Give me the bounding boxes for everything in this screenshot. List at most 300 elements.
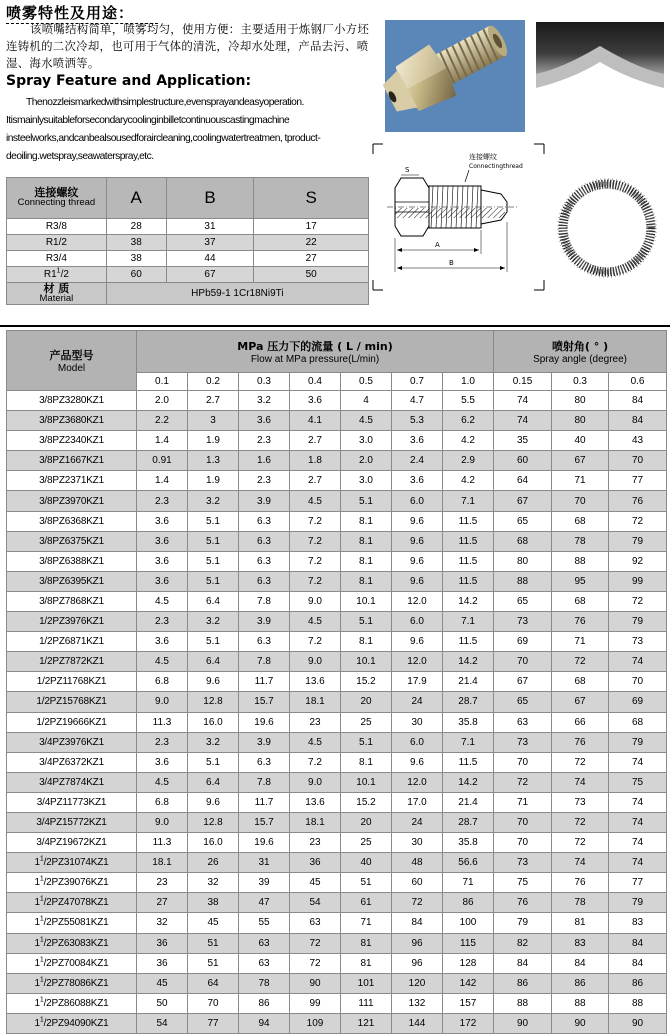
flow-cell: 8.1 — [341, 551, 392, 571]
model-text: 1 — [34, 857, 40, 869]
model-text-rest: /2PZ39076KZ1 — [43, 877, 109, 889]
model-text: 3/4PZ15772KZ1 — [36, 817, 107, 829]
model-text: 1 — [34, 957, 40, 969]
flow-cell: 3.2 — [188, 491, 239, 511]
table-row — [7, 833, 667, 853]
flow-cell: 8.1 — [341, 752, 392, 772]
flow-cell: 7.1 — [443, 491, 494, 511]
flow-cell: 23 — [290, 833, 341, 853]
flow-cell: 12.8 — [188, 812, 239, 832]
dim-b-label: B — [449, 259, 454, 267]
material-row — [7, 283, 369, 305]
table-row — [7, 792, 667, 812]
flow-cell: 31 — [239, 853, 290, 873]
angle-cell: 79 — [609, 893, 667, 913]
flow-cell: 56.6 — [443, 853, 494, 873]
flow-cell: 64 — [188, 973, 239, 993]
flow-cell: 16.0 — [188, 833, 239, 853]
flow-cell: 25 — [341, 833, 392, 853]
model-cell — [7, 471, 137, 491]
flow-cell: 40 — [341, 853, 392, 873]
model-cell — [7, 692, 137, 712]
flow-cell: 72 — [392, 893, 443, 913]
material-value: HPb59-1 1Cr18Ni9Ti — [106, 283, 368, 305]
angle-cell: 80 — [552, 391, 609, 411]
model-cell — [7, 531, 137, 551]
model-text: 3/8PZ6395KZ1 — [39, 575, 104, 587]
model-text: 1/2PZ3976KZ1 — [39, 616, 104, 628]
angle-cell: 74 — [609, 833, 667, 853]
pressure-header-cell: 0.4 — [290, 373, 341, 391]
flow-cell: 1.9 — [188, 471, 239, 491]
model-text: 3/8PZ2340KZ1 — [39, 435, 104, 447]
flow-cell: 172 — [443, 1013, 494, 1033]
b-cell: 37 — [166, 235, 254, 251]
angle-cell: 43 — [609, 431, 667, 451]
flow-cell: 3.6 — [239, 411, 290, 431]
angle-cell: 90 — [494, 1013, 552, 1033]
flow-cell: 4.7 — [392, 391, 443, 411]
angle-cell: 86 — [609, 973, 667, 993]
angle-cell: 63 — [494, 712, 552, 732]
flow-cell: 96 — [392, 933, 443, 953]
model-cell — [7, 712, 137, 732]
table-row — [7, 491, 667, 511]
flow-cell: 6.8 — [137, 792, 188, 812]
flow-cell: 5.5 — [443, 391, 494, 411]
flow-cell: 9.6 — [392, 752, 443, 772]
flow-cell: 7.2 — [290, 531, 341, 551]
flow-cell: 9.0 — [137, 692, 188, 712]
flow-cell: 142 — [443, 973, 494, 993]
model-text: 3/8PZ3280KZ1 — [39, 395, 104, 407]
model-text: 3/8PZ3970KZ1 — [39, 495, 104, 507]
drawing-label-en: Connectingthread — [469, 163, 523, 170]
model-cell — [7, 391, 137, 411]
flow-cell: 4 — [341, 391, 392, 411]
flow-cell: 2.7 — [290, 431, 341, 451]
flow-cell: 5.3 — [392, 411, 443, 431]
table-row — [7, 732, 667, 752]
flow-cell: 4.2 — [443, 471, 494, 491]
model-text: 3/8PZ7868KZ1 — [39, 595, 104, 607]
flow-cell: 2.3 — [137, 612, 188, 632]
flow-cell: 120 — [392, 973, 443, 993]
model-text: 1/2PZ19666KZ1 — [36, 716, 107, 728]
thread-pre: R1 — [43, 269, 57, 280]
flow-cell: 6.4 — [188, 772, 239, 792]
angle-cell: 68 — [552, 511, 609, 531]
flow-cell: 12.0 — [392, 772, 443, 792]
angle-cell: 88 — [609, 993, 667, 1013]
model-text-rest: /2PZ70084KZ1 — [43, 957, 109, 969]
flow-cell: 86 — [443, 893, 494, 913]
flow-cell: 8.1 — [341, 632, 392, 652]
angle-cell: 79 — [609, 732, 667, 752]
angle-cell: 79 — [609, 612, 667, 632]
angle-cell: 74 — [494, 391, 552, 411]
model-text: 3/8PZ1667KZ1 — [39, 455, 104, 467]
flow-cell: 2.7 — [188, 391, 239, 411]
flow-cell: 5.1 — [188, 632, 239, 652]
flow-cell: 18.1 — [137, 853, 188, 873]
material-label-cn: 材 质 — [43, 281, 70, 295]
model-text: 3/4PZ19672KZ1 — [36, 837, 107, 849]
table-row — [7, 672, 667, 692]
angle-cell: 88 — [552, 993, 609, 1013]
angle-cell: 67 — [494, 672, 552, 692]
angle-cell: 68 — [609, 712, 667, 732]
flow-cell: 6.3 — [239, 551, 290, 571]
flow-cell: 11.5 — [443, 551, 494, 571]
angle-cell: 74 — [609, 853, 667, 873]
angle-cell: 74 — [609, 752, 667, 772]
flow-cell: 1.4 — [137, 471, 188, 491]
model-cell — [7, 853, 137, 873]
flow-cell: 27 — [137, 893, 188, 913]
flow-cell: 60 — [392, 873, 443, 893]
angle-cell: 70 — [494, 833, 552, 853]
flow-cell: 84 — [392, 913, 443, 933]
thread-header-en: Connecting thread — [17, 197, 96, 208]
angle-cell: 84 — [494, 953, 552, 973]
flow-cell: 132 — [392, 993, 443, 1013]
a-cell: 28 — [106, 219, 166, 235]
flow-cell: 7.1 — [443, 612, 494, 632]
model-sup: 1 — [39, 976, 44, 984]
flow-cell: 1.4 — [137, 431, 188, 451]
table-row — [7, 612, 667, 632]
model-cell — [7, 893, 137, 913]
angle-cell: 74 — [494, 411, 552, 431]
flow-cell: 3.9 — [239, 732, 290, 752]
flow-cell: 9.6 — [392, 551, 443, 571]
flow-cell: 55 — [239, 913, 290, 933]
flow-cell: 6.8 — [137, 672, 188, 692]
flow-cell: 3.6 — [137, 571, 188, 591]
model-header-en: Model — [57, 363, 86, 374]
model-text: 3/8PZ6388KZ1 — [39, 555, 104, 567]
angle-cell: 70 — [494, 652, 552, 672]
flow-cell: 2.2 — [137, 411, 188, 431]
angle-cell: 74 — [609, 652, 667, 672]
flow-cell: 26 — [188, 853, 239, 873]
flow-cell: 2.3 — [137, 491, 188, 511]
angle-cell: 72 — [494, 772, 552, 792]
angle-pressure-header-cell: 0.6 — [609, 373, 667, 391]
table-row — [7, 1013, 667, 1033]
flow-cell: 36 — [290, 853, 341, 873]
flow-cell: 9.0 — [290, 772, 341, 792]
thread-cell: R3/8 — [7, 219, 107, 235]
description-en: Thenozzleismarkedwithsimplestructure,evensprayandeasyoperation. Itismainlysuitableforsecondarycoolinginbilletcontinuouscastingmachine insteelworks,andcanbealsousedforaircleaning,coolingwatertreatmen, tproduct-deoiling.wetspray,seawaterspray,etc. — [6, 97, 321, 162]
flow-cell: 63 — [239, 953, 290, 973]
flow-cell: 21.4 — [443, 792, 494, 812]
flow-cell: 54 — [137, 1013, 188, 1033]
flow-cell: 30 — [392, 833, 443, 853]
flow-cell: 17.9 — [392, 672, 443, 692]
flow-cell: 72 — [290, 953, 341, 973]
flow-cell: 11.3 — [137, 833, 188, 853]
table-row — [7, 411, 667, 431]
flow-cell: 7.2 — [290, 752, 341, 772]
table-row — [7, 953, 667, 973]
s-cell: 50 — [254, 267, 369, 283]
angle-cell: 84 — [609, 933, 667, 953]
angle-cell: 78 — [552, 531, 609, 551]
flow-cell: 63 — [290, 913, 341, 933]
flow-cell: 1.3 — [188, 451, 239, 471]
table-row — [7, 531, 667, 551]
flow-cell: 4.5 — [341, 411, 392, 431]
flow-cell: 72 — [290, 933, 341, 953]
model-cell — [7, 933, 137, 953]
flow-cell: 11.5 — [443, 511, 494, 531]
angle-cell: 73 — [552, 792, 609, 812]
flow-cell: 7.8 — [239, 652, 290, 672]
angle-cell: 76 — [552, 612, 609, 632]
nozzle-photo — [385, 20, 525, 132]
flow-cell: 18.1 — [290, 692, 341, 712]
flow-cell: 12.0 — [392, 652, 443, 672]
thread-header — [7, 178, 107, 219]
flow-cell: 12.0 — [392, 591, 443, 611]
flow-cell: 15.7 — [239, 692, 290, 712]
flow-cell: 7.8 — [239, 591, 290, 611]
model-cell — [7, 551, 137, 571]
flow-cell: 144 — [392, 1013, 443, 1033]
angle-cell: 65 — [494, 591, 552, 611]
angle-cell: 76 — [552, 732, 609, 752]
flow-cell: 94 — [239, 1013, 290, 1033]
col-b-header: B — [166, 178, 254, 219]
model-cell — [7, 873, 137, 893]
angle-cell: 66 — [552, 712, 609, 732]
flow-cell: 30 — [392, 712, 443, 732]
b-cell: 67 — [166, 267, 254, 283]
model-cell — [7, 431, 137, 451]
flow-cell: 3.0 — [341, 471, 392, 491]
angle-cell: 90 — [609, 1013, 667, 1033]
flow-cell: 47 — [239, 893, 290, 913]
flow-cell: 7.2 — [290, 551, 341, 571]
flow-cell: 28.7 — [443, 692, 494, 712]
model-cell — [7, 511, 137, 531]
flow-cell: 24 — [392, 812, 443, 832]
model-text: 3/4PZ7874KZ1 — [39, 776, 104, 788]
flow-cell: 3 — [188, 411, 239, 431]
angle-cell: 84 — [609, 411, 667, 431]
flow-cell: 51 — [188, 933, 239, 953]
flow-cell: 4.5 — [137, 652, 188, 672]
model-cell — [7, 913, 137, 933]
flow-cell: 36 — [137, 953, 188, 973]
flow-cell: 7.8 — [239, 772, 290, 792]
angle-pressure-header-cell: 0.15 — [494, 373, 552, 391]
model-sup: 1 — [39, 875, 44, 883]
angle-cell: 82 — [494, 933, 552, 953]
title-cn-text: 喷雾特性及用途： — [6, 4, 135, 22]
flow-cell: 20 — [341, 812, 392, 832]
table-row — [7, 913, 667, 933]
flow-cell: 4.5 — [290, 491, 341, 511]
flow-cell: 9.0 — [137, 812, 188, 832]
angle-cell: 60 — [494, 451, 552, 471]
flow-cell: 15.7 — [239, 812, 290, 832]
flow-cell: 9.6 — [392, 571, 443, 591]
flow-cell: 36 — [137, 933, 188, 953]
model-cell — [7, 652, 137, 672]
angle-cell: 71 — [552, 632, 609, 652]
s-cell: 17 — [254, 219, 369, 235]
flow-cell: 21.4 — [443, 672, 494, 692]
flow-cell: 101 — [341, 973, 392, 993]
b-cell: 31 — [166, 219, 254, 235]
angle-cell: 71 — [494, 792, 552, 812]
a-cell: 38 — [106, 251, 166, 267]
flow-cell: 50 — [137, 993, 188, 1013]
flow-cell: 9.0 — [290, 652, 341, 672]
flow-cell: 32 — [188, 873, 239, 893]
table-row — [7, 772, 667, 792]
flow-cell: 100 — [443, 913, 494, 933]
pressure-header-cell: 0.3 — [239, 373, 290, 391]
flow-cell: 14.2 — [443, 772, 494, 792]
table-row — [7, 993, 667, 1013]
flow-cell: 15.2 — [341, 792, 392, 812]
flow-cell: 3.6 — [137, 551, 188, 571]
flow-cell: 99 — [290, 993, 341, 1013]
flow-cell: 90 — [290, 973, 341, 993]
flow-cell: 2.4 — [392, 451, 443, 471]
flow-cell: 6.3 — [239, 632, 290, 652]
flow-cell: 25 — [341, 712, 392, 732]
flow-cell: 2.3 — [137, 732, 188, 752]
flow-cell: 32 — [137, 913, 188, 933]
flow-cell: 28.7 — [443, 812, 494, 832]
angle-cell: 99 — [609, 571, 667, 591]
flow-cell: 23 — [137, 873, 188, 893]
flow-cell: 115 — [443, 933, 494, 953]
angle-cell: 67 — [552, 692, 609, 712]
angle-cell: 72 — [552, 752, 609, 772]
flow-cell: 3.2 — [188, 612, 239, 632]
flow-cell: 1.6 — [239, 451, 290, 471]
flow-cell: 3.6 — [290, 391, 341, 411]
flow-cell: 18.1 — [290, 812, 341, 832]
model-sup: 1 — [39, 936, 44, 944]
model-text: 1/2PZ6871KZ1 — [39, 636, 104, 648]
thread-cell: R3/4 — [7, 251, 107, 267]
model-sup: 1 — [39, 956, 44, 964]
model-cell — [7, 752, 137, 772]
drawing-label-cn: 连接螺纹 — [469, 153, 497, 161]
flow-cell: 3.9 — [239, 612, 290, 632]
col-a-header: A — [106, 178, 166, 219]
flow-cell: 48 — [392, 853, 443, 873]
flow-cell: 12.8 — [188, 692, 239, 712]
model-text: 1 — [34, 977, 40, 989]
flow-cell: 2.9 — [443, 451, 494, 471]
angle-cell: 68 — [552, 591, 609, 611]
model-text: 1 — [34, 917, 40, 929]
spec-table-body — [7, 391, 667, 1034]
table-row — [7, 451, 667, 471]
angle-cell: 88 — [494, 571, 552, 591]
angle-cell: 80 — [552, 411, 609, 431]
flow-cell: 9.6 — [392, 632, 443, 652]
flow-cell: 51 — [188, 953, 239, 973]
model-text: 1/2PZ15768KZ1 — [36, 696, 107, 708]
table-row — [7, 391, 667, 411]
angle-cell: 73 — [494, 853, 552, 873]
model-cell — [7, 591, 137, 611]
thread-sup: 1 — [56, 267, 61, 275]
model-cell — [7, 812, 137, 832]
angle-header-en: Spray angle (degree) — [533, 354, 628, 365]
model-cell — [7, 792, 137, 812]
table-row — [7, 752, 667, 772]
flow-cell: 9.0 — [290, 591, 341, 611]
flow-cell: 5.1 — [188, 511, 239, 531]
model-cell — [7, 732, 137, 752]
angle-header — [494, 331, 667, 373]
flow-cell: 4.1 — [290, 411, 341, 431]
angle-cell: 84 — [609, 953, 667, 973]
model-header — [7, 331, 137, 391]
angle-cell: 72 — [552, 833, 609, 853]
flow-cell: 20 — [341, 692, 392, 712]
flow-cell: 11.5 — [443, 752, 494, 772]
flow-cell: 4.5 — [290, 612, 341, 632]
flow-cell: 96 — [392, 953, 443, 973]
flow-cell: 3.2 — [188, 732, 239, 752]
flow-cell: 5.1 — [188, 571, 239, 591]
flow-cell: 13.6 — [290, 792, 341, 812]
flow-header-en: Flow at MPa pressure(L/min) — [250, 354, 380, 365]
flow-cell: 2.0 — [341, 451, 392, 471]
flow-cell: 10.1 — [341, 591, 392, 611]
flow-cell: 6.3 — [239, 752, 290, 772]
model-text: 3/8PZ6368KZ1 — [39, 515, 104, 527]
model-cell — [7, 772, 137, 792]
a-cell: 60 — [106, 267, 166, 283]
angle-cell: 74 — [609, 812, 667, 832]
flow-cell: 2.7 — [290, 471, 341, 491]
angle-cell: 72 — [609, 511, 667, 531]
flow-cell: 35.8 — [443, 712, 494, 732]
model-sup: 1 — [39, 855, 44, 863]
table-row — [7, 812, 667, 832]
flow-cell: 10.1 — [341, 772, 392, 792]
flow-cell: 8.1 — [341, 531, 392, 551]
material-label-en: Material — [39, 292, 74, 304]
angle-cell: 78 — [552, 893, 609, 913]
model-cell — [7, 1013, 137, 1033]
flow-cell: 8.1 — [341, 571, 392, 591]
angle-cell: 92 — [609, 551, 667, 571]
model-text-rest: /2PZ55081KZ1 — [43, 917, 109, 929]
flow-cell: 7.2 — [290, 632, 341, 652]
angle-header-cn: 喷射角( ° ) — [551, 340, 609, 353]
dim-a-label: A — [435, 241, 440, 249]
flow-cell: 6.4 — [188, 652, 239, 672]
thread-row — [7, 251, 369, 267]
flow-cell: 15.2 — [341, 672, 392, 692]
angle-cell: 40 — [552, 431, 609, 451]
model-text: 1/2PZ7872KZ1 — [39, 656, 104, 668]
angle-cell: 70 — [494, 752, 552, 772]
